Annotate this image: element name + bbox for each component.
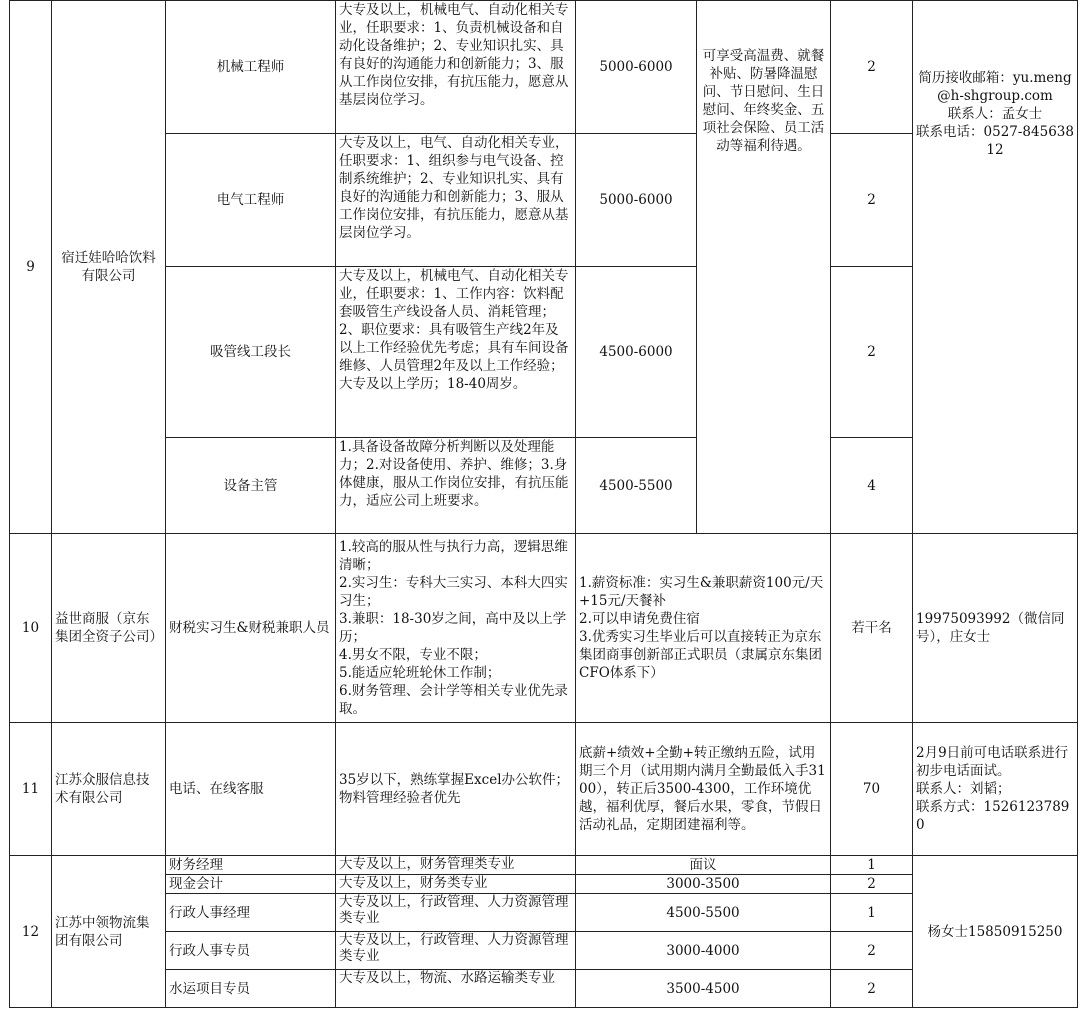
salary: 3000-4000 — [576, 932, 831, 970]
job-requirements: 大专及以上，行政管理、人力资源管理类专业 — [336, 932, 576, 970]
job-title: 机械工程师 — [166, 1, 336, 134]
salary: 4500-5500 — [576, 894, 831, 932]
benefits: 可享受高温费、就餐补贴、防暑降温慰问、节日慰问、生日慰问、年终奖金、五项社会保险、员工活动等福利待遇。 — [697, 1, 831, 534]
job-requirements: 大专及以上，财务管理类专业 — [336, 856, 576, 875]
job-requirements: 大专及以上，物流、水路运输类专业 — [336, 970, 576, 1008]
job-requirements: 1.具备设备故障分析判断以及处理能力；2.对设备使用、养护、维修；3.身体健康，服从工作岗位安排，有抗压能力，适应公司上班要求。 — [336, 438, 576, 534]
headcount: 70 — [831, 723, 913, 856]
job-title: 吸管线工段长 — [166, 267, 336, 438]
salary: 面议 — [576, 856, 831, 875]
job-listing-table-container — [9, 0, 1078, 1008]
job-requirements: 大专及以上，电气、自动化相关专业，任职要求：1、组织参与电气设备、控制系统维护；2、专业知识扎实、具有良好的沟通能力和创新能力；3、服从工作岗位安排，有抗压能力，愿意从基层岗位学习。 — [336, 134, 576, 267]
job-title: 电话、在线客服 — [166, 723, 336, 856]
headcount: 1 — [831, 894, 913, 932]
company-name: 江苏众服信息技术有限公司 — [52, 723, 166, 856]
salary: 5000-6000 — [576, 134, 697, 267]
contact-info: 杨女士15850915250 — [913, 856, 1078, 1008]
headcount: 1 — [831, 856, 913, 875]
headcount: 若干名 — [831, 534, 913, 723]
job-requirements: 大专及以上，机械电气、自动化相关专业，任职要求：1、工作内容：饮料配套吸管生产线设备人员、消耗管理；2、职位要求：具有吸管生产线2年及以上工作经验优先考虑；具有车间设备维修、人员管理2年及以上工作经验；大专及以上学历；18-40周岁。 — [336, 267, 576, 438]
job-title: 行政人事经理 — [166, 894, 336, 932]
job-requirements: 1.较高的服从性与执行力高，逻辑思维清晰； 2.实习生：专科大三实习、本科大四实习生； 3.兼职：18-30岁之间，高中及以上学历； 4.男女不限，专业不限； 5.能适应轮班轮休工作制； 6.财务管理、会计学等相关专业优先录取。 — [336, 534, 576, 723]
salary: 1.薪资标准：实习生&兼职薪资100元/天+15元/天餐补 2.可以申请免费住宿 3.优秀实习生毕业后可以直接转正为京东集团商事创新部正式职员（隶属京东集团CFO体系下） — [576, 534, 831, 723]
contact-info: 简历接收邮箱：yu.meng @h-shgroup.com 联系人：孟女士 联系电话：0527-84563812 — [913, 1, 1078, 534]
job-requirements: 大专及以上，财务类专业 — [336, 875, 576, 894]
salary: 4500-5500 — [576, 438, 697, 534]
row-number: 11 — [10, 723, 52, 856]
contact-info: 2月9日前可电话联系进行初步电话面试。 联系人：刘韬； 联系方式：15261237890 — [913, 723, 1078, 856]
headcount: 2 — [831, 1, 913, 134]
job-title: 现金会计 — [166, 875, 336, 894]
table-row — [10, 856, 1078, 875]
row-number: 10 — [10, 534, 52, 723]
headcount: 2 — [831, 932, 913, 970]
contact-info: 19975093992（微信同号），庄女士 — [913, 534, 1078, 723]
salary: 底薪+绩效+全勤+转正缴纳五险，试用期三个月（试用期内满月全勤最低入手3100），转正后3500-4300，工作环境优越，福利优厚，餐后水果，零食，节假日活动礼品，定期团建福利等。 — [576, 723, 831, 856]
headcount: 2 — [831, 875, 913, 894]
job-title: 财务经理 — [166, 856, 336, 875]
salary: 4500-6000 — [576, 267, 697, 438]
company-name: 江苏中领物流集团有限公司 — [52, 856, 166, 1008]
job-title: 财税实习生&财税兼职人员 — [166, 534, 336, 723]
job-title: 电气工程师 — [166, 134, 336, 267]
table-row — [10, 1, 1078, 134]
job-requirements: 35岁以下，熟练掌握Excel办公软件；物料管理经验者优先 — [336, 723, 576, 856]
company-name: 益世商服（京东集团全资子公司） — [52, 534, 166, 723]
company-name: 宿迁娃哈哈饮料有限公司 — [52, 1, 166, 534]
headcount: 2 — [831, 134, 913, 267]
table-row — [10, 723, 1078, 856]
headcount: 4 — [831, 438, 913, 534]
job-listing-table — [9, 0, 1078, 1008]
job-requirements: 大专及以上，行政管理、人力资源管理类专业 — [336, 894, 576, 932]
headcount: 2 — [831, 970, 913, 1008]
job-title: 设备主管 — [166, 438, 336, 534]
job-title: 行政人事专员 — [166, 932, 336, 970]
salary: 5000-6000 — [576, 1, 697, 134]
job-requirements: 大专及以上，机械电气、自动化相关专业，任职要求：1、负责机械设备和自动化设备维护；2、专业知识扎实、具有良好的沟通能力和创新能力；3、服从工作岗位安排，有抗压能力，愿意从基层岗位学习。 — [336, 1, 576, 134]
headcount: 2 — [831, 267, 913, 438]
job-title: 水运项目专员 — [166, 970, 336, 1008]
salary: 3500-4500 — [576, 970, 831, 1008]
table-row — [10, 534, 1078, 723]
row-number: 12 — [10, 856, 52, 1008]
row-number: 9 — [10, 1, 52, 534]
salary: 3000-3500 — [576, 875, 831, 894]
